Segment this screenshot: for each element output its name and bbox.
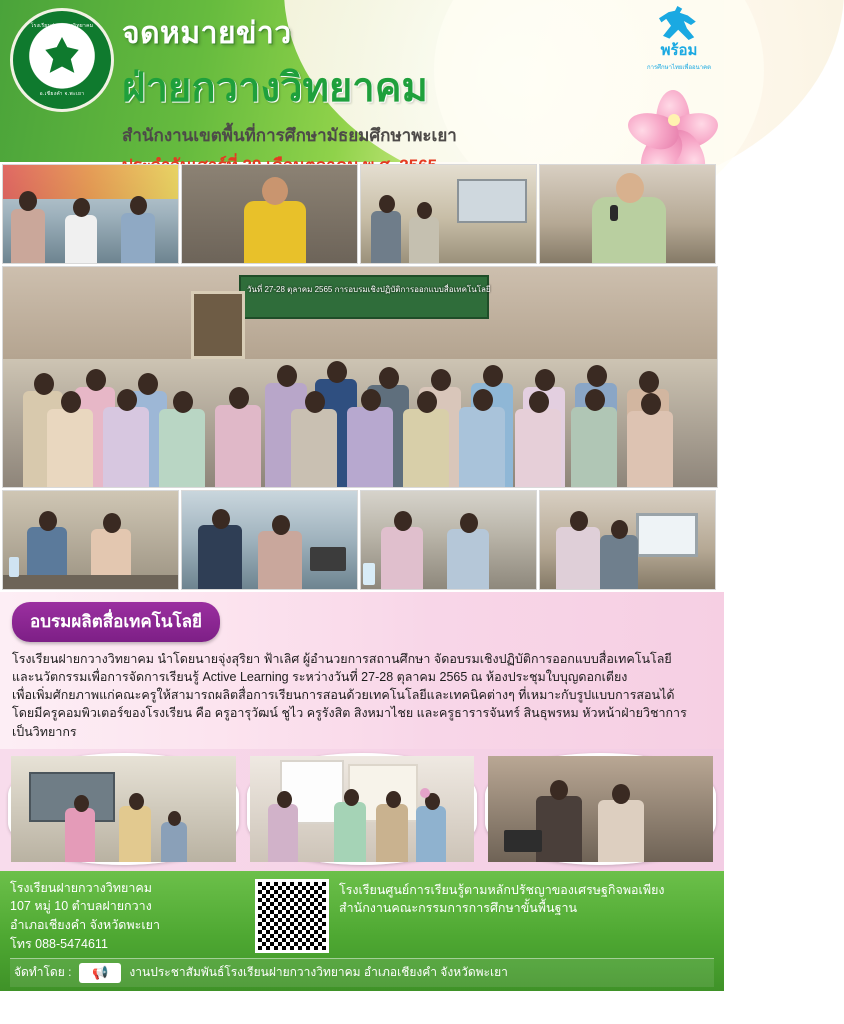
article-line-1: โรงเรียนฝายกวางวิทยาคม นำโดยนายจุ่งสุริยา ฟ้าเลิศ ผู้อำนวยการสถานศึกษา จัดอบรมเชิงปฏิบัติการออกแบบสื่อเทคโนโลยี xyxy=(12,652,672,666)
footer-contact xyxy=(10,879,245,954)
article-paragraph xyxy=(12,650,712,741)
article-badge-title: อบรมผลิตสื่อเทคโนโลยี xyxy=(12,602,220,642)
school-logo-top-text: โรงเรียนฝายกวางวิทยาคม xyxy=(30,23,94,29)
footer-address-line-2: อำเภอเชียงคำ จังหวัดพะเยา xyxy=(10,918,160,933)
footer-affiliation xyxy=(339,879,714,919)
issue-date: ประจำวันเสาร์ที่ xyxy=(122,156,238,175)
prompt-logo-subtext: การศึกษาไทยเพื่ออนาคต xyxy=(646,65,712,71)
footer-right-line-1: โรงเรียนศูนย์การเรียนรู้ตามหลักปรัชญาของเศรษฐกิจพอเพียง xyxy=(339,882,665,897)
school-logo xyxy=(10,8,114,112)
school-logo-bottom-text: อ.เชียงคำ จ.พะเยา xyxy=(39,91,85,97)
photo-computer-lab-3 xyxy=(360,490,537,590)
prompt-logo-text: พร้อม xyxy=(660,42,698,59)
photo-group-participants-stage xyxy=(2,266,718,488)
qr-code-pattern xyxy=(258,882,326,950)
footer-credit-text: งานประชาสัมพันธ์โรงเรียนฝายกวางวิทยาคม อำเภอเชียงคำ จังหวัดพะเยา xyxy=(129,965,508,980)
article-line-2: และนวัตกรรมเพื่อการจัดการเรียนรู้ Active Learning ระหว่างวันที่ 27-28 ตุลาคม 2565 ณ ห้องประชุมใบบุญดอกเตียง xyxy=(12,670,628,685)
dot-decoration-1 xyxy=(420,788,430,798)
photo-row-4 xyxy=(0,749,724,871)
megaphone-icon: 📢 xyxy=(79,963,121,983)
article-line-5: เป็นวิทยากร xyxy=(12,724,77,739)
photo-teacher-laptop-training xyxy=(485,753,716,865)
prompt-logo xyxy=(644,6,714,72)
header-titles xyxy=(122,10,457,179)
photo-row-1 xyxy=(0,164,724,264)
photo-row-3 xyxy=(0,490,724,590)
office-name: สำนักงานเขตพื้นที่การศึกษามัธยมศึกษาพะเยา xyxy=(122,126,457,145)
flower-decoration-icon xyxy=(630,72,716,158)
runner-icon xyxy=(659,6,699,40)
footer-phone: โทร 088-5474611 xyxy=(10,936,108,951)
footer-right-line-2: สำนักงานคณะกรรมการการศึกษาขั้นพื้นฐาน xyxy=(339,901,578,916)
footer-address-line-1: 107 หมู่ 10 ตำบลฝายกวาง xyxy=(10,899,152,914)
photo-computer-lab-2 xyxy=(181,490,358,590)
photo-presenter-microphone xyxy=(539,164,716,264)
qr-code[interactable] xyxy=(255,879,329,953)
article-body xyxy=(0,592,724,749)
photo-teachers-presenting xyxy=(247,753,478,865)
photo-interview-panel xyxy=(2,164,179,264)
photo-speaker-yellow-shirt xyxy=(181,164,358,264)
article-line-3: เพื่อเพิ่มศักยภาพแก่คณะครูให้สามารถผลิตสื่อการเรียนการสอนด้วยเทคโนโลยีและเทคนิคต่างๆ ที่เหมาะกับรูปแบบการสอนได้ xyxy=(12,688,675,703)
photo-computer-lab-1 xyxy=(2,490,179,590)
footer-credit-bar xyxy=(10,958,714,987)
page-title: ฝ่ายกวางวิทยาคม xyxy=(122,66,428,110)
photo-computer-lab-4 xyxy=(539,490,716,590)
article-line-4: โดยมีครูคอมพิวเตอร์ของโรงเรียน คือ ครูอารุวัฒน์ ชูไว ครูรังสิต สิงหมาไชย และครูธารารจันทร์ สินธุพรหม หัวหน้าฝ่ายวิชาการ xyxy=(12,706,687,721)
footer-credit-label: จัดทำโดย : xyxy=(14,965,72,980)
photo-workshop-screen xyxy=(360,164,537,264)
article-section xyxy=(0,592,724,871)
newsletter-label: จดหมายข่าว xyxy=(122,17,292,50)
photo-row-2 xyxy=(0,266,724,488)
photo-classroom-demo xyxy=(8,753,239,865)
header-banner xyxy=(0,0,724,175)
footer-school-name: โรงเรียนฝายกวางวิทยาคม xyxy=(10,880,152,895)
stage-banner-caption: วันที่ 27-28 ตุลาคม 2565 การอบรมเชิงปฏิบัติการออกแบบสื่อเทคโนโลยี xyxy=(247,285,491,294)
footer xyxy=(0,871,724,991)
